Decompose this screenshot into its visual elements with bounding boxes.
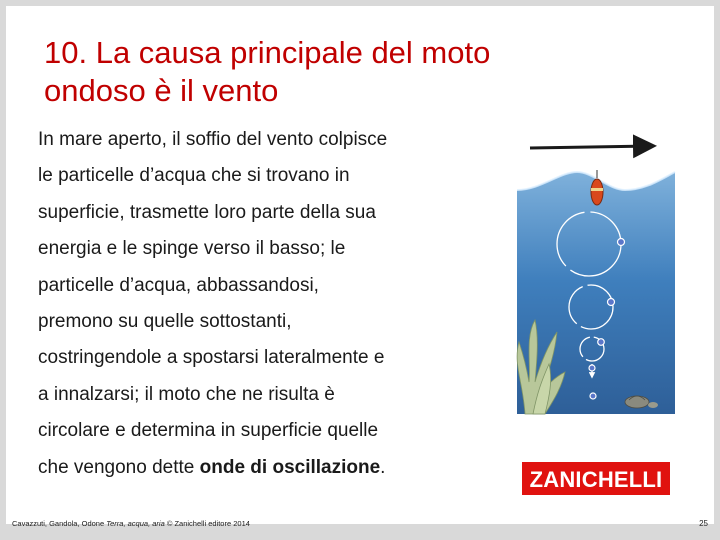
body-line: particelle d’acqua, abbassandosi, bbox=[38, 274, 319, 296]
body-line: le particelle d’acqua che si trovano in bbox=[38, 165, 350, 187]
key-term-onde-di-oscillazione: onde di oscillazione bbox=[199, 456, 381, 478]
footer-book-title: Terra, acqua, aria bbox=[106, 519, 165, 528]
body-last-prefix: che vengono dette bbox=[38, 456, 200, 478]
body-line: energia e le spinge verso il basso; le bbox=[38, 238, 346, 260]
fishing-float-icon bbox=[591, 170, 603, 205]
wind-arrow-icon bbox=[530, 146, 651, 148]
title-line-1: 10. La causa principale del moto bbox=[44, 35, 491, 70]
frame-top-border bbox=[0, 0, 720, 6]
footer-copyright: © Zanichelli editore 2014 bbox=[164, 519, 250, 528]
frame-right-border bbox=[714, 0, 720, 540]
body-last-line bbox=[38, 450, 498, 486]
body-line: premono su quelle sottostanti, bbox=[38, 311, 292, 333]
body-line: superficie, trasmette loro parte della sua bbox=[38, 201, 376, 223]
footer-authors: Cavazzuti, Gandola, Odone bbox=[12, 519, 107, 528]
title-line-2: ondoso è il vento bbox=[44, 73, 279, 108]
zanichelli-logo: ZANICHELLI bbox=[522, 462, 670, 495]
body-line: circolare e determina in superficie quelle bbox=[38, 420, 379, 442]
body-text bbox=[38, 122, 498, 486]
frame-left-border bbox=[0, 0, 6, 540]
slide-title bbox=[44, 34, 684, 110]
body-line: In mare aperto, il soffio del vento colpisce bbox=[38, 129, 388, 150]
page-number: 25 bbox=[699, 519, 708, 528]
wave-illustration bbox=[505, 132, 680, 417]
body-last-suffix: . bbox=[380, 456, 386, 478]
body-line: a innalzarsi; il moto che ne risulta è bbox=[38, 383, 335, 405]
footer-credit bbox=[12, 519, 250, 528]
body-line: costringendole a spostarsi lateralmente e bbox=[38, 347, 385, 369]
